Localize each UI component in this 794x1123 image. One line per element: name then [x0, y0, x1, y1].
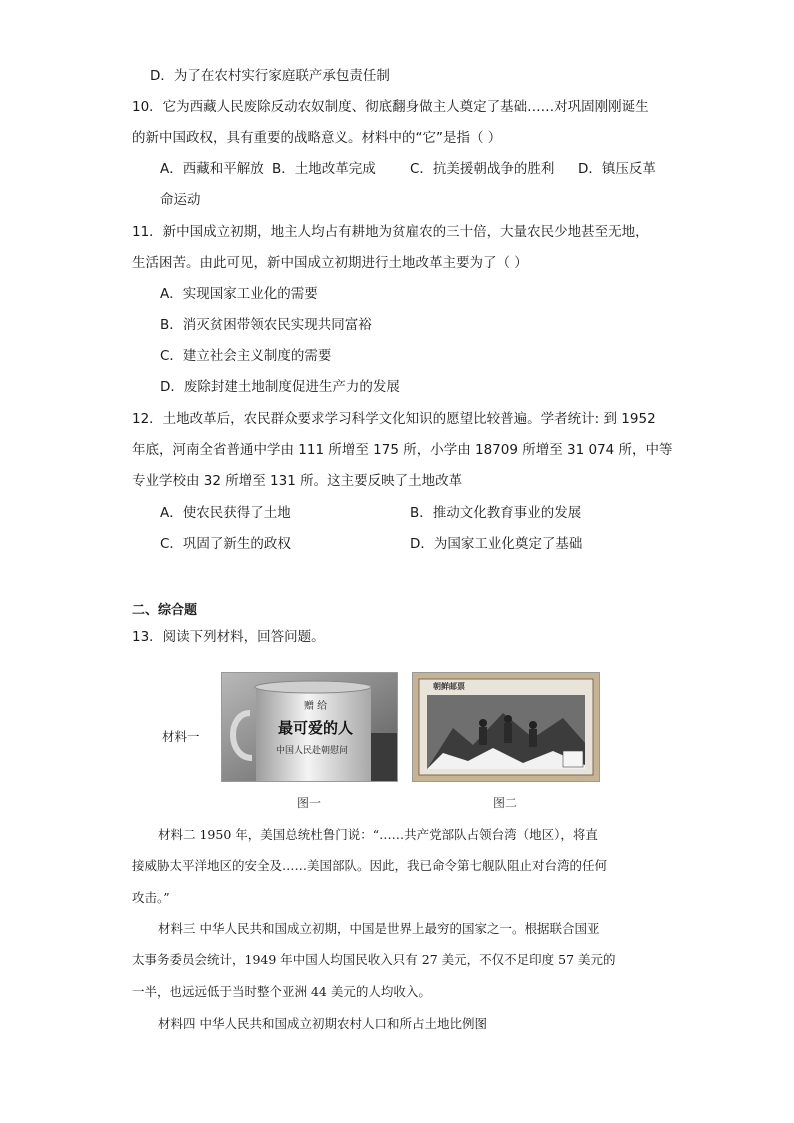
q10-option-c: C．抗美援朝战争的胜利	[410, 161, 555, 177]
figure1-caption: 图一	[297, 796, 322, 810]
q11-stem-line1: 11．新中国成立初期，地主人均占有耕地为贫雇农的三十倍，大量农民少地甚至无地，	[132, 224, 649, 240]
mug-text-top: 赠 给	[304, 701, 328, 712]
q11-option-d: D．废除封建土地制度促进生产力的发展	[160, 379, 400, 395]
q12-option-d: D．为国家工业化奠定了基础	[410, 536, 583, 552]
q12-option-c: C．巩固了新生的政权	[160, 536, 291, 552]
q12-stem-line3: 专业学校由 32 所增至 131 所。这主要反映了土地改革	[132, 473, 463, 489]
q12-option-a: A．使农民获得了土地	[160, 505, 291, 521]
material4-line1: 材料四 中华人民共和国成立初期农村人口和所占土地比例图	[158, 1016, 487, 1031]
material1-label: 材料一	[162, 729, 200, 744]
figure2-stamp-photo	[412, 672, 600, 782]
q12-option-b: B．推动文化教育事业的发展	[410, 505, 582, 521]
q12-stem-line1: 12．土地改革后，农民群众要求学习科学文化知识的愿望比较普遍。学者统计: 到 1952	[132, 411, 656, 427]
material2-line2: 接威胁太平洋地区的安全及……美国部队。因此，我已命令第七舰队阻止对台湾的任何	[132, 858, 608, 873]
q10-stem-line2: 的新中国政权，具有重要的战略意义。材料中的“它”是指（ ）	[132, 130, 502, 146]
q9-option-d: D．为了在农村实行家庭联产承包责任制	[150, 68, 390, 84]
material2-line1: 材料二 1950 年，美国总统杜鲁门说：“……共产党部队占领台湾（地区），将直	[158, 827, 598, 842]
q10-option-a: A．西藏和平解放	[160, 161, 264, 177]
section-title: 二、综合题	[132, 603, 198, 618]
material3-line1: 材料三 中华人民共和国成立初期，中国是世界上最穷的国家之一。根据联合国亚	[158, 921, 600, 936]
stamp-title: 朝鲜邮票	[433, 682, 465, 691]
q10-option-d-cont: 命运动	[160, 192, 201, 208]
mug-text-mid: 最可爱的人	[278, 719, 354, 737]
q13-stem: 13．阅读下列材料，回答问题。	[132, 629, 325, 645]
material3-line2: 太事务委员会统计，1949 年中国人均国民收入只有 27 美元，不仅不足印度 57 美元的	[132, 952, 616, 967]
q10-option-d: D．镇压反革	[578, 161, 656, 177]
q11-option-a: A．实现国家工业化的需要	[160, 286, 318, 302]
q10-option-b: B．土地改革完成	[272, 161, 376, 177]
material3-line3: 一半，也远远低于当时整个亚洲 44 美元的人均收入。	[132, 984, 431, 999]
q11-option-b: B．消灭贫困带领农民实现共同富裕	[160, 317, 372, 333]
q12-stem-line2: 年底，河南全省普通中学由 111 所增至 175 所，小学由 18709 所增至 31 074 所，中等	[132, 442, 673, 458]
material2-line3: 攻击。”	[132, 890, 170, 905]
q11-option-c: C．建立社会主义制度的需要	[160, 348, 332, 364]
q11-stem-line2: 生活困苦。由此可见，新中国成立初期进行土地改革主要为了（ ）	[132, 255, 528, 271]
mug-text-bottom: 中国人民赴朝慰问	[276, 746, 349, 756]
figure1-mug-photo	[221, 672, 398, 782]
figure2-caption: 图二	[493, 796, 518, 810]
q10-stem-line1: 10．它为西藏人民废除反动农奴制度、彻底翻身做主人奠定了基础……对巩固刚刚诞生	[132, 99, 649, 115]
